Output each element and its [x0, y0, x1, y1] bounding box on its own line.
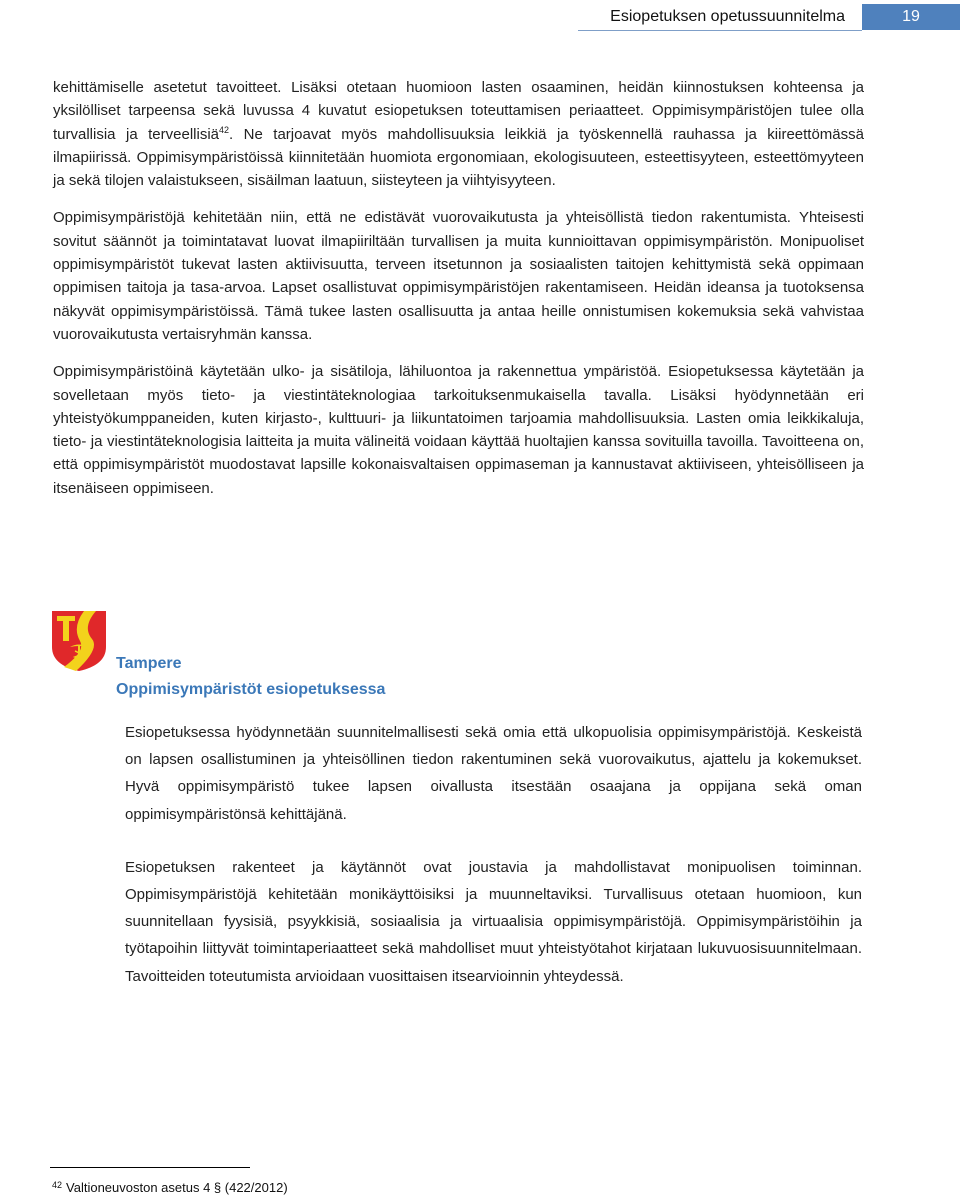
tampere-coat-of-arms	[52, 611, 106, 671]
crest-hammer-head	[57, 616, 75, 621]
footnote-text: Valtioneuvoston asetus 4 § (422/2012)	[66, 1180, 288, 1195]
crest-hammer-handle	[63, 621, 69, 641]
footnote	[52, 1180, 288, 1195]
paragraph-1-part-b: . Ne tarjoavat myös mahdollisuuksia leikkiä ja työskennellä rauhassa ja kiireettömässä ilmapiirissä. Oppimisympäristöissä kiinnitetään huomiota ergonomiaan, ekologisuuteen, esteettisyyteen, esteettömyyteen ja sekä tilojen valaistukseen, sisäilman laatuun, siisteyteen ja viihtyisyyteen.	[53, 125, 864, 190]
case-text	[125, 719, 862, 1016]
footnote-number: 42	[52, 1180, 63, 1190]
running-header-title: Esiopetuksen opetussuunnitelma	[610, 8, 845, 25]
case-city: Tampere	[116, 655, 182, 672]
paragraph-1-part-a: kehittämiselle asetetut tavoitteet. Lisäksi otetaan huomioon lasten osaaminen, heidän kiinnostuksen kohteensa ja yksilölliset tarpeensa sekä luvussa 4 kuvatut esiopetuksen toteuttamisen periaatteet. Oppimisympäristöjen tulee olla turvallisia ja terveellisiä	[53, 79, 864, 143]
paragraph-3: Oppimisympäristöinä käytetään ulko- ja sisätiloja, lähiluontoa ja rakennettua ympäristöä. Esiopetuksessa käytetään ja sovelletaan myös tieto- ja viestintäteknologiaa tarkoituksenmukaisella tavalla. Lisäksi hyödynnetään eri yhteistyökumppaneiden, kuten kirjasto-, kulttuuri- ja liikuntatoimen tarjoamia mahdollisuuksia. Lasten omia leikkikaluja, tieto- ja viestintäteknologisia laitteita ja muita välineitä voidaan käyttää huoltajien kanssa sovituilla tavoilla. Tavoitteena on, että oppimisympäristöt muodostavat lapsille kokonaisvaltaisen oppimaseman ja kannustavat aktiiviseen, yhteisölliseen ja itsenäiseen oppimiseen.	[53, 363, 864, 497]
case-paragraph-2: Esiopetuksen rakenteet ja käytännöt ovat joustavia ja mahdollistavat monipuolisen toiminnan. Oppimisympäristöjä kehitetään monikäyttöisiksi ja muunneltaviksi. Turvallisuus otetaan huomioon, kun suunnitellaan fyysisiä, psyykkisiä, sosiaalisia ja virtuaalisia oppimisympäristöjä. Oppimisympäristöihin ja työtapoihin liittyvät toimintaperiaatteet sekä mahdolliset muut yhteistyötahot kirjataan lukuvuosisuunnitelmaan. Tavoitteiden toteutumista arvioidaan vuosittaisen itsearvioinnin yhteydessä.	[125, 858, 862, 985]
case-paragraph-1: Esiopetuksessa hyödynnetään suunnitelmallisesti sekä omia että ulkopuolisia oppimisympäristöjä. Keskeistä on lapsen osallistuminen ja yhteisöllinen tiedon rakentuminen sekä vuorovaikutus, ajattelu ja kokemukset. Hyvä oppimisympäristö tukee lapsen oivallusta itsestään osaajana ja oppijana sekä oman oppimisympäristönsä kehittäjänä.	[125, 724, 862, 823]
page-number-box	[862, 4, 960, 30]
body-text	[53, 76, 864, 514]
footnote-rule	[50, 1167, 250, 1168]
page-number: 19	[902, 8, 920, 25]
paragraph-1	[53, 76, 864, 192]
paragraph-2: Oppimisympäristöjä kehitetään niin, että ne edistävät vuorovaikutusta ja yhteisöllistä tiedon rakentumista. Yhteisesti sovitut säännöt ja toimintatavat luovat ilmapiiriltään turvallisen ja muita kunnioittavan oppimisympäristön. Monipuoliset oppimisympäristöt tukevat lasten aktiivisuutta, terveen itsetunnon ja sosiaalisten taitojen kehittymistä sekä oppimaan oppimisen taitoja ja tasa-arvoa. Lapset osallistuvat oppimisympäristöjen rakentamiseen. Heidän ideansa ja tuotoksensa näkyvät oppimisympäristöissä. Tämä tukee lasten osallisuutta ja antaa heille onnistumisen kokemuksia sekä vahvistaa vuorovaikutusta vertaisryhmän kanssa.	[53, 209, 864, 343]
case-title: Oppimisympäristöt esiopetuksessa	[116, 681, 386, 698]
header-rule	[578, 30, 862, 31]
footnote-reference[interactable]: 42	[219, 124, 230, 135]
